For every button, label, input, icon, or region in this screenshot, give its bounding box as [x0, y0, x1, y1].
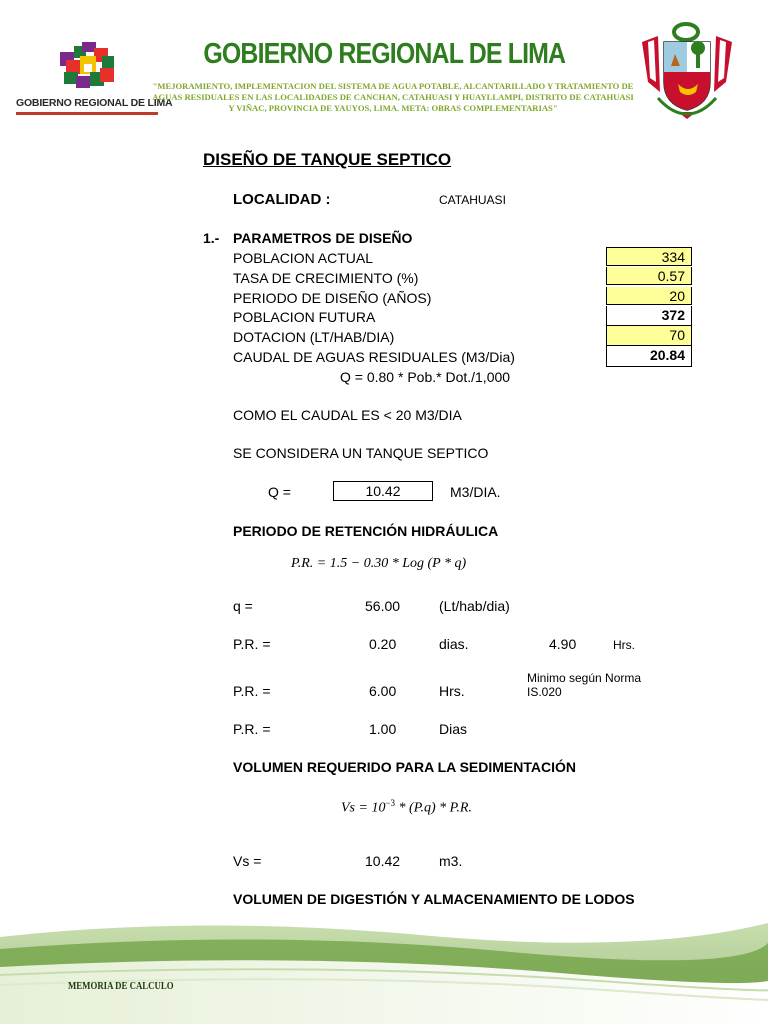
pr1-label: P.R. =	[233, 636, 271, 652]
localidad-label: LOCALIDAD :	[233, 191, 331, 208]
param-label-tasa-crecimiento: TASA DE CRECIMIENTO (%)	[233, 270, 419, 286]
coat-of-arms	[638, 22, 736, 120]
vs-formula-rest: * (P.q) * P.R.	[395, 800, 472, 816]
pr-section-title: PERIODO DE RETENCIÓN HIDRÁULICA	[233, 523, 499, 539]
vol-section-title: VOLUMEN REQUERIDO PARA LA SEDIMENTACIÓN	[233, 759, 577, 775]
param-label-dotacion: DOTACION (LT/HAB/DIA)	[233, 329, 395, 345]
vs-formula-base: Vs = 10	[341, 800, 386, 816]
document-title: DISEÑO DE TANQUE SEPTICO	[203, 150, 452, 169]
pr2-unit: Hrs.	[439, 683, 465, 699]
vs-label: Vs =	[233, 853, 262, 869]
param-value-poblacion-futura: 372	[606, 306, 692, 326]
pr1-unit: dias.	[439, 636, 469, 652]
norma-note-line2: IS.020	[527, 685, 562, 699]
section-1-number: 1.-	[203, 230, 220, 246]
q-formula: Q = 0.80 * Pob.* Dot./1,000	[340, 369, 511, 385]
param-label-poblacion-actual: POBLACION ACTUAL	[233, 250, 374, 266]
param-label-caudal: CAUDAL DE AGUAS RESIDUALES (M3/Dia)	[233, 349, 515, 365]
logo-rule	[16, 112, 158, 115]
param-value-tasa-crecimiento[interactable]: 0.57	[606, 267, 692, 285]
q2-label: q =	[233, 598, 253, 614]
pr1-hours-value: 4.90	[549, 636, 577, 652]
footer-label: MEMORIA DE CALCULO	[68, 980, 174, 992]
logo-caption: GOBIERNO REGIONAL DE LIMA	[16, 97, 173, 109]
caudal-note: COMO EL CAUDAL ES < 20 M3/DIA	[233, 407, 462, 423]
param-label-periodo-diseno: PERIODO DE DISEÑO (AÑOS)	[233, 290, 432, 306]
norma-note-line1: Minimo según Norma	[527, 671, 642, 685]
param-value-periodo-diseno[interactable]: 20	[606, 287, 692, 305]
param-value-caudal: 20.84	[606, 346, 692, 367]
vs-unit: m3.	[439, 853, 463, 869]
digestion-section-title: VOLUMEN DE DIGESTIÓN Y ALMACENAMIENTO DE LODOS	[233, 891, 635, 907]
considera-text: SE CONSIDERA UN TANQUE SEPTICO	[233, 445, 489, 461]
q-label: Q =	[268, 484, 291, 500]
param-value-dotacion[interactable]: 70	[606, 326, 692, 346]
vs-formula-exponent: −3	[385, 798, 396, 808]
q-value-box: 10.42	[333, 481, 433, 501]
pr2-value: 6.00	[369, 683, 397, 699]
footer-wave-decoration	[0, 915, 768, 1024]
header-title: GOBIERNO REGIONAL DE LIMA	[203, 38, 566, 70]
pr1-hours-unit: Hrs.	[613, 638, 635, 652]
section-1-title: PARAMETROS DE DISEÑO	[233, 230, 413, 246]
localidad-value: CATAHUASI	[439, 193, 506, 207]
param-label-poblacion-futura: POBLACION FUTURA	[233, 309, 376, 325]
pr1-value: 0.20	[369, 636, 397, 652]
pr3-value: 1.00	[369, 721, 397, 737]
q-unit: M3/DIA.	[450, 484, 501, 500]
q2-unit: (Lt/hab/dia)	[439, 598, 510, 614]
pr3-label: P.R. =	[233, 721, 271, 737]
header-subtitle: "MEJORAMIENTO, IMPLEMENTACION DEL SISTEMA DE AGUA POTABLE, ALCANTARILLADO Y TRATAMIENTO DE AGUAS RESIDUALES EN LAS LOCALIDADES DE CANCHAN, CATAHUASI Y HUAYLLAMPI, DISTRITO DE CATAHUASI Y VIÑAC, PROVINCIA DE YAUYOS, LIMA. META: OBRAS COMPLEMENTARIAS"	[152, 81, 634, 113]
q2-value: 56.00	[365, 598, 401, 614]
pr2-label: P.R. =	[233, 683, 271, 699]
vs-formula	[341, 798, 472, 817]
pr3-unit: Dias	[439, 721, 468, 737]
pr-formula: P.R. = 1.5 − 0.30 * Log (P * q)	[291, 556, 467, 571]
vs-value: 10.42	[365, 853, 401, 869]
param-value-poblacion-actual[interactable]: 334	[606, 247, 692, 266]
